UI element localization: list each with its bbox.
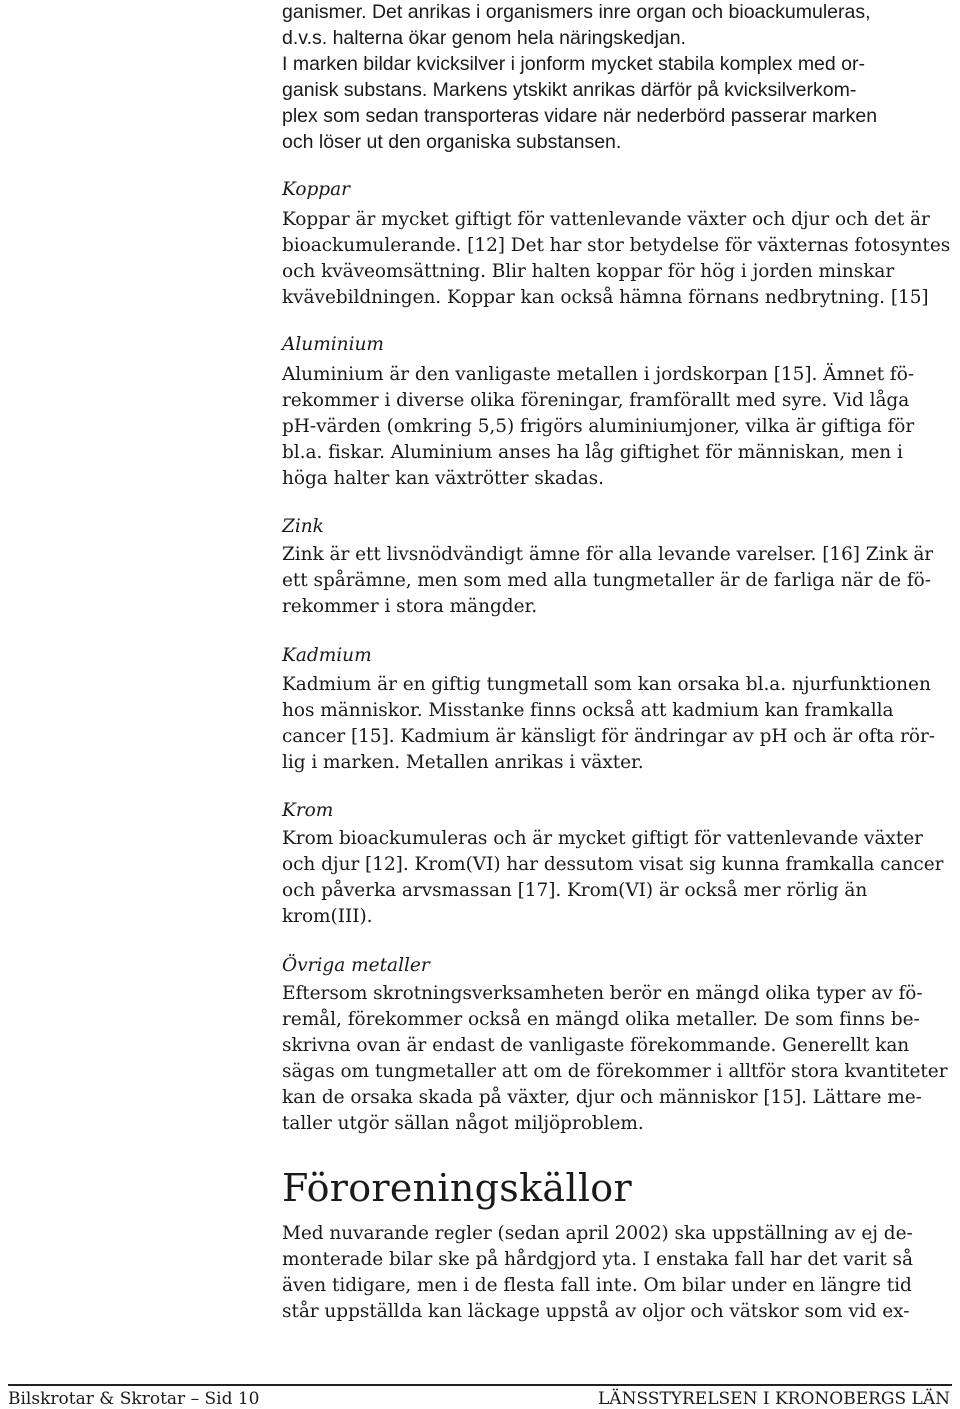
- section-heading-ovriga-metaller: Övriga metaller: [282, 955, 430, 976]
- section-text-koppar: Koppar är mycket giftigt för vattenlevande växter och djur och det är bioackumulerande. [12] Det har stor betydelse för växternas fotosyntes och kväveomsättning. Blir halten koppar för hög i jorden minskar kvävebildningen. Koppar kan också hämna förnans nedbrytning. [15]: [282, 209, 951, 308]
- intro-paragraph: ganismer. Det anrikas i organismers inre organ och bioackumuleras, d.v.s. halterna ökar genom hela näringskedjan. I marken bildar kvicksilver i jonform mycket stabila komplex med or- ganisk substans. Markens ytskikt anrikas därför på kvicksilverkom- plex som sedan transporteras vidare när nederbörd passerar marken och löser ut den organiska substansen.: [282, 1, 878, 153]
- section-text-krom: Krom bioackumuleras och är mycket giftigt för vattenlevande växter och djur [12]. Krom(VI) har dessutom visat sig kunna framkalla cancer och påverka arvsmassan [17]. Krom(VI) är också mer rörlig än krom(III).: [282, 828, 944, 927]
- section-text-zink: Zink är ett livsnödvändigt ämne för alla levande varelser. [16] Zink är ett spårämne, men som med alla tungmetaller är de farliga när de fö- rekommer i stora mängder.: [282, 544, 934, 617]
- main-section-text: Med nuvarande regler (sedan april 2002) ska uppställning av ej de- monterade bilar ske på hårdgjord yta. I enstaka fall har det varit så även tidigare, men i de flesta fall inte. Om bilar under en längre tid står uppställda kan läckage uppstå av oljor och vätskor som vid ex-: [282, 1223, 913, 1322]
- main-section-heading: Föroreningskällor: [282, 1166, 632, 1210]
- footer-page-label: Bilskrotar & Skrotar – Sid 10: [8, 1389, 260, 1409]
- section-heading-aluminium: Aluminium: [282, 334, 384, 355]
- section-heading-kadmium: Kadmium: [282, 645, 372, 666]
- section-text-aluminium: Aluminium är den vanligaste metallen i jordskorpan [15]. Ämnet fö- rekommer i diverse olika föreningar, framförallt med syre. Vid låga pH-värden (omkring 5,5) frigörs aluminiumjoner, vilka är giftiga för bl.a. fiskar. Aluminium anses ha låg giftighet för människan, men i höga halter kan växtrötter skadas.: [282, 364, 915, 489]
- section-heading-krom: Krom: [282, 800, 334, 821]
- footer-publisher: LÄNSSTYRELSEN I KRONOBERGS LÄN: [598, 1389, 950, 1409]
- footer-divider: [8, 1384, 952, 1386]
- section-heading-koppar: Koppar: [282, 179, 351, 200]
- section-text-kadmium: Kadmium är en giftig tungmetall som kan orsaka bl.a. njurfunktionen hos människor. Misstanke finns också att kadmium kan framkalla cancer [15]. Kadmium är känsligt för ändringar av pH och är ofta rör- lig i marken. Metallen anrikas i växter.: [282, 674, 935, 773]
- section-heading-zink: Zink: [282, 516, 324, 537]
- section-text-ovriga-metaller: Eftersom skrotningsverksamheten berör en mängd olika typer av fö- remål, förekommer också en mängd olika metaller. De som finns be- skrivna ovan är endast de vanligaste förekommande. Generellt kan sägas om tungmetaller att om de förekommer i alltför stora kvantiteter kan de orsaka skada på växter, djur och människor [15]. Lättare me- taller utgör sällan något miljöproblem.: [282, 983, 948, 1134]
